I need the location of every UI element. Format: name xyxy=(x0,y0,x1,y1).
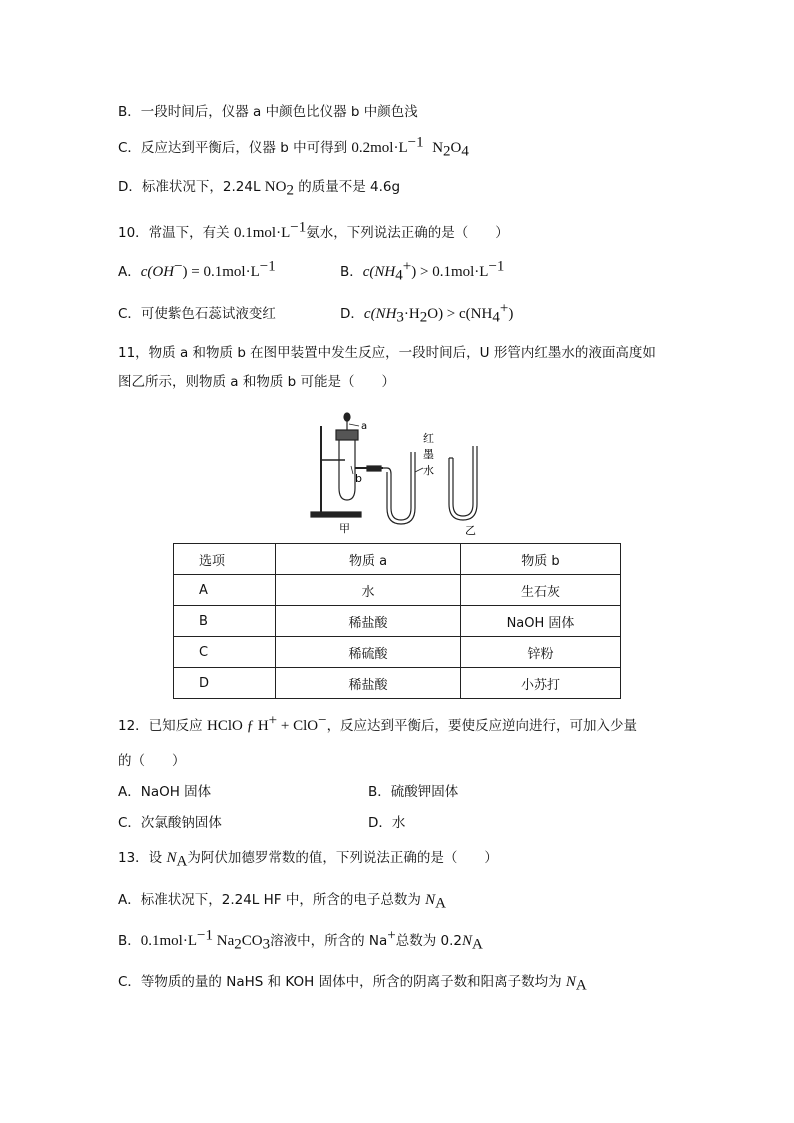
q9-option-c xyxy=(118,134,469,160)
table-cell: A xyxy=(174,575,276,606)
label-liquid-3: 水 xyxy=(423,464,434,477)
q9-option-c-unit: 0.2mol·L xyxy=(351,140,408,156)
q12-option-a: A．NaOH 固体 xyxy=(118,784,212,800)
q13-option-b-f2: CO xyxy=(241,933,263,949)
q13-stem xyxy=(118,848,498,868)
q10-option-d-expr3: O) > c(NH xyxy=(427,306,493,322)
q10-option-d-sub3: 4 xyxy=(492,309,500,326)
q10-option-b-sup2: −1 xyxy=(488,258,505,275)
test-tube xyxy=(339,438,355,500)
label-liquid-2: 墨 xyxy=(423,448,434,461)
q13-option-b-mid: 溶液中，所含的 Na xyxy=(270,933,388,949)
dropper-bulb xyxy=(344,413,350,421)
table-row xyxy=(174,606,621,637)
table-cell: 锌粉 xyxy=(461,637,621,668)
q12-stem-line2: 的（ ） xyxy=(118,753,186,769)
q13-option-b-f1-sub: 2 xyxy=(234,936,242,953)
q13-option-c xyxy=(118,972,587,992)
apparatus-diagram xyxy=(305,412,505,537)
q12-equation-2: + ClO xyxy=(277,718,319,734)
q10-option-d-expr4: ) xyxy=(508,306,514,322)
q9-option-d-formula: NO xyxy=(264,179,287,195)
q13-option-b-unit: 0.1mol·L xyxy=(140,933,198,949)
rubber-joint xyxy=(367,466,381,471)
q13-stem-text: 13．设 xyxy=(118,850,167,866)
label-b-line xyxy=(351,466,353,474)
q10-option-a-label: A． xyxy=(118,264,141,280)
table-cell: 生石灰 xyxy=(461,575,621,606)
q12-stem xyxy=(118,712,638,736)
q13-option-b-f1: Na xyxy=(212,933,235,949)
q13-stem-tail: 为阿伏加德罗常数的值，下列说法正确的是（ ） xyxy=(187,850,498,866)
q10-option-a-sup2: −1 xyxy=(259,258,276,275)
q13-option-a-na-sub: A xyxy=(435,895,446,912)
q10-option-a xyxy=(118,258,276,282)
q13-na: N xyxy=(166,850,177,866)
q9-option-c-formula-sub1: 2 xyxy=(443,143,451,160)
u-tube-yi-inner xyxy=(453,446,473,516)
q10-option-b-sub: 4 xyxy=(395,267,403,284)
caption-jia: 甲 xyxy=(339,522,350,535)
q10-option-d-label: D． xyxy=(340,306,364,322)
label-a-line xyxy=(349,424,359,426)
q10-option-b xyxy=(340,258,505,284)
q9-option-c-sup: −1 xyxy=(407,134,424,151)
label-b: b xyxy=(355,472,362,485)
q12-option-d: D．水 xyxy=(368,815,406,831)
q10-stem-unit: 0.1mol·L xyxy=(233,225,291,241)
q9-option-d xyxy=(118,177,400,197)
table-cell: B xyxy=(174,606,276,637)
q10-stem xyxy=(118,219,509,243)
table-header-cell: 物质 b xyxy=(461,544,621,575)
q10-option-d-expr1: c(NH xyxy=(363,306,397,322)
q9-option-d-text: D．标准状况下，2.24L xyxy=(118,179,265,195)
table-cell: 小苏打 xyxy=(461,668,621,699)
q10-option-a-expr: c(OH xyxy=(140,264,175,280)
q12-stem-tail: ，反应达到平衡后，要使反应逆向进行，可加入少量 xyxy=(326,718,638,734)
q10-option-d-expr2: ·H xyxy=(403,306,420,322)
q9-option-b: B．一段时间后，仪器 a 中颜色比仪器 b 中颜色浅 xyxy=(118,104,418,120)
table-cell: NaOH 固体 xyxy=(461,606,621,637)
q10-option-b-expr: c(NH xyxy=(362,264,396,280)
q13-option-c-na-sub: A xyxy=(575,977,587,994)
q13-option-a-na: N xyxy=(425,892,436,908)
table-row xyxy=(174,637,621,668)
q13-option-c-na: N xyxy=(565,974,576,990)
stopper xyxy=(336,430,358,440)
label-liquid-1: 红 xyxy=(423,432,434,445)
q10-option-d-sub2: 2 xyxy=(419,309,428,326)
q11-options-table xyxy=(173,543,621,699)
q12-stem-text: 12．已知反应 xyxy=(118,718,207,734)
q12-equation-sup1: + xyxy=(268,712,278,729)
q11-stem-line1: 11，物质 a 和物质 b 在图甲装置中发生反应，一段时间后，U 形管内红墨水的液面高度如 xyxy=(118,345,656,361)
q10-option-d-sup3: + xyxy=(499,300,509,317)
table-header-cell: 选项 xyxy=(174,544,276,575)
table-cell: 稀盐酸 xyxy=(276,668,461,699)
table-cell: 水 xyxy=(276,575,461,606)
q10-option-a-rhs: ) = 0.1mol·L xyxy=(182,264,260,280)
q9-option-c-text: C．反应达到平衡后，仪器 b 中可得到 xyxy=(118,140,352,156)
liquid-label-line xyxy=(415,468,423,472)
table-cell: 稀盐酸 xyxy=(276,606,461,637)
q10-option-b-label: B． xyxy=(340,264,363,280)
q13-option-b-na-sub: A xyxy=(472,936,483,953)
q13-option-a xyxy=(118,890,446,910)
q11-stem-line2: 图乙所示，则物质 a 和物质 b 可能是（ ） xyxy=(118,374,396,390)
stand-base xyxy=(311,512,361,517)
q10-stem-sup: −1 xyxy=(290,219,307,236)
table-cell: 稀硫酸 xyxy=(276,637,461,668)
table-cell: D xyxy=(174,668,276,699)
q9-option-d-formula-sub: 2 xyxy=(286,182,294,199)
q13-option-b-f2-sub: 3 xyxy=(262,936,271,953)
table-header-cell: 物质 a xyxy=(276,544,461,575)
q13-option-b xyxy=(118,927,483,953)
q12-option-c: C．次氯酸钠固体 xyxy=(118,815,222,831)
q13-option-b-sup: −1 xyxy=(197,927,213,944)
q13-option-a-text: A．标准状况下，2.24L HF 中，所含的电子总数为 xyxy=(118,892,426,908)
q12-option-b: B．硫酸钾固体 xyxy=(368,784,459,800)
q13-option-c-text: C．等物质的量的 NaHS 和 KOH 固体中，所含的阴离子数和阳离子数均为 xyxy=(118,974,566,990)
table-row xyxy=(174,668,621,699)
q9-option-c-formula-o: O xyxy=(450,140,462,156)
q10-stem-text: 10．常温下，有关 xyxy=(118,225,234,241)
q9-option-c-formula-sub2: 4 xyxy=(461,143,469,160)
q12-equation: HClO ƒ H xyxy=(206,718,269,734)
apparatus-figure xyxy=(305,412,505,541)
caption-yi: 乙 xyxy=(465,524,476,537)
q10-option-d-sub1: 3 xyxy=(396,309,404,326)
q9-option-c-formula: N xyxy=(432,140,444,156)
q13-option-b-post: 总数为 0.2 xyxy=(395,933,462,949)
q9-option-d-tail: 的质量不是 4.6g xyxy=(293,179,401,195)
table-cell: C xyxy=(174,637,276,668)
q10-option-b-sup: + xyxy=(402,258,412,275)
q13-option-b-mid-sup: + xyxy=(387,927,396,944)
table-header-row xyxy=(174,544,621,575)
q13-na-sub: A xyxy=(176,853,188,870)
q10-option-a-sup: − xyxy=(174,258,183,275)
q10-option-d xyxy=(340,300,514,326)
q13-option-b-na: N xyxy=(461,933,472,949)
table-row xyxy=(174,575,621,606)
q12-equation-sup2: − xyxy=(318,712,327,729)
q10-option-b-rhs: ) > 0.1mol·L xyxy=(411,264,489,280)
q13-option-b-label: B． xyxy=(118,933,141,949)
label-a: a xyxy=(361,421,368,432)
q10-stem-tail: 氨水，下列说法正确的是（ ） xyxy=(306,225,509,241)
q10-option-c: C．可使紫色石蕊试液变红 xyxy=(118,306,276,322)
